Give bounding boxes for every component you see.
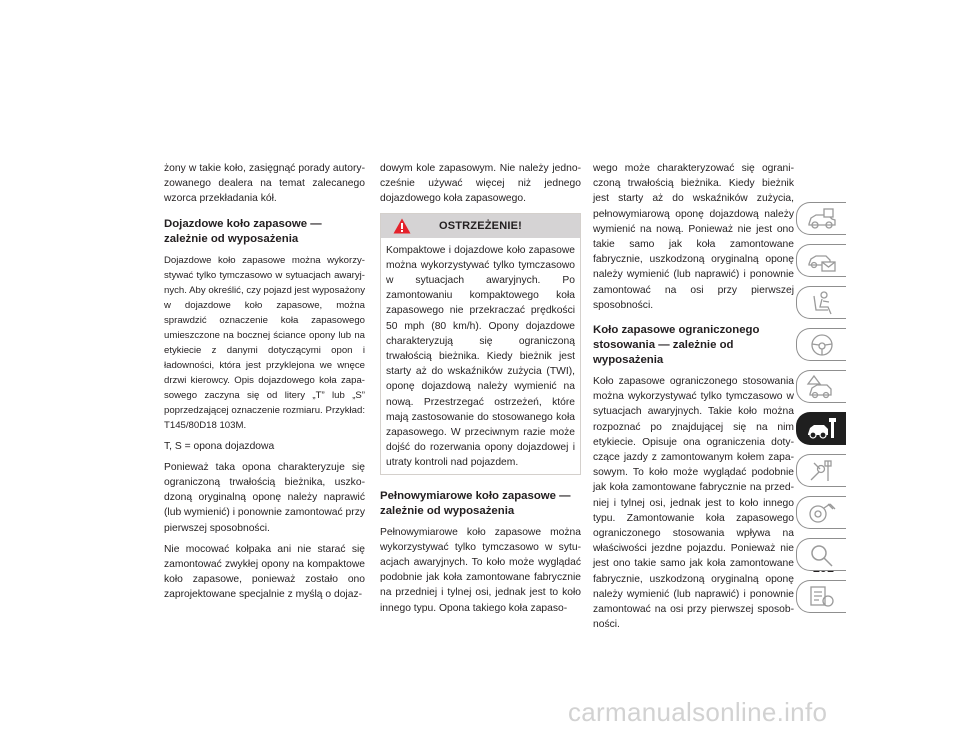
tab-search[interactable] [796,538,846,571]
tab-seat-person[interactable] [796,286,846,319]
tab-warning-car[interactable] [796,370,846,403]
warning-triangle-icon [393,218,411,234]
index-icon [806,584,838,610]
tab-car-wrench[interactable] [796,412,846,445]
paragraph: dowym kole zapasowym. Nie należy jednocześnie używać więcej niż jednego dojazdowego koła zapasowego. [380,163,581,205]
warning-header [381,214,580,238]
steering-wheel-icon [806,332,838,358]
car-info-icon [806,206,838,232]
column-3 [593,161,794,638]
section-heading: Dojazdowe koło zapasowe — zależnie od wyposażenia [164,217,322,245]
column-2 [380,161,581,622]
paragraph: T, S = opona dojazdowa [164,440,275,452]
tools-icon [806,458,838,484]
warning-text: Kompaktowe i dojazdowe koło zapasowe można wykorzystywać tylko tymczasowo w sytuacjach awaryjnych. Po zamontowaniu kompaktowego koła zapasowego nie przekraczać prędkości 50 mph (80 km/h). Opony dojazdowe charakteryzują się ograniczoną trwałością bieżnika. Kiedy bieżnik jest starty aż do wskaźników zużycia (TWI), oponę dojazdową należy wymienić na nową. Przestrzegać ostrzeżeń, które mają zastosowanie do stosowanego koła zapasowego. W przeciwnym razie może dojść do rozerwania opony dojazdowej i utraty kontroli nad pojazdem. [386,244,575,469]
paragraph: Ponieważ taka opona charakteryzuje się ograniczoną trwałością bieżnika, uszkodzoną oryginalną oponę należy naprawić (lub wymienić) i ponownie zamontować przy pierwszej sposobności. [164,461,365,534]
car-wrench-icon [806,416,838,442]
paragraph: Pełnowymiarowe koło zapasowe można wykorzystywać tylko tymczasowo w sytuacjach awaryjnych. To koło może wyglądać podobnie jak koła zamontowane fabrycznie na przedniej i tylnej osi, jednak jest to koło innego typu. Opona takiego koła zapaso- [380,526,581,614]
paragraph: Dojazdowe koło zapasowe można wykorzystywać tylko tymczasowo w sytuacjach awaryjnych. Aby określić, czy pojazd jest wyposażony w dojazdowe koło zapasowe, można sprawdzić oznaczenie koła zapasowego umieszczone na bocznej ściance opony lub na etykiecie z danymi dotyczącymi opon i ładowności, która jest przyklejona we wnęce drzwi kierowcy. Opis dojazdowego koła zapasowego zaczyna się od litery „T” lub „S” poprzedzającej oznaczenie rozmiaru. Przykład: T145/80D18 103M. [164,254,365,431]
specifications-icon [806,500,838,526]
tab-car-mail[interactable] [796,244,846,277]
column-1 [164,161,365,609]
tab-steering-wheel[interactable] [796,328,846,361]
car-mail-icon [806,248,838,274]
search-icon [806,542,838,568]
paragraph: Koło zapasowe ograniczonego stosowania można wykorzystywać tylko tymczasowo w sytuacjach awaryjnych. Takie koło można rozpoznać po znajdującej się na nim etykiecie. Opisuje ona ograniczenia dotyczące jazdy z zamontowanym kołem zapasowym. To koło może wyglądać podobnie jak koła zamontowane fabrycznie na przedniej i tylnej osi, jednak jest to koło innego typu. Zamontowanie koła zapasowego ograniczonego stosowania wpływa na właściwości jezdne pojazdu. Ponieważ nie jest ono takie samo jak koła zamontowane fabrycznie, uszkodzoną oryginalną oponę należy wymienić (lub naprawić) i ponownie zamontować na osi przy pierwszej sposobności. [593,376,794,631]
paragraph: wego może charakteryzować się ograniczoną trwałością bieżnika. Kiedy bieżnik jest starty aż do wskaźników zużycia, pełnowymiarową oponę dojazdową należy wymienić na nową. Ponieważ nie jest ono takie samo jak koła zamontowane fabrycznie, uszkodzoną oryginalną oponę należy wymienić (lub naprawić) i ponownie zamontować na osi przy pierwszej sposobności. [593,163,794,311]
chapter-tabs [796,202,848,622]
section-heading: Pełnowymiarowe koło zapasowe — zależnie od wyposażenia [380,489,571,517]
tab-car-info[interactable] [796,202,846,235]
tab-index[interactable] [796,580,846,613]
tab-tools[interactable] [796,454,846,487]
paragraph: żony w takie koło, zasięgnąć porady autoryzowanego dealera na temat zalecanego wzorca przekładania kół. [164,163,365,205]
warning-title: OSTRZEŻENIE! [438,219,523,232]
watermark: carmanualsonline.info [568,697,828,727]
section-heading: Koło zapasowe ograniczonego stosowania — zależnie od wyposażenia [593,324,760,367]
paragraph: Nie mocować kołpaka ani nie starać się zamontować zwykłej opony na kompaktowe koło zapasowe, ponieważ zostało ono zaprojektowane specjalnie z myślą o dojaz- [164,543,365,601]
seat-person-icon [806,290,838,316]
warning-car-icon [806,374,838,400]
warning-box [380,213,581,475]
tab-specifications[interactable] [796,496,846,529]
